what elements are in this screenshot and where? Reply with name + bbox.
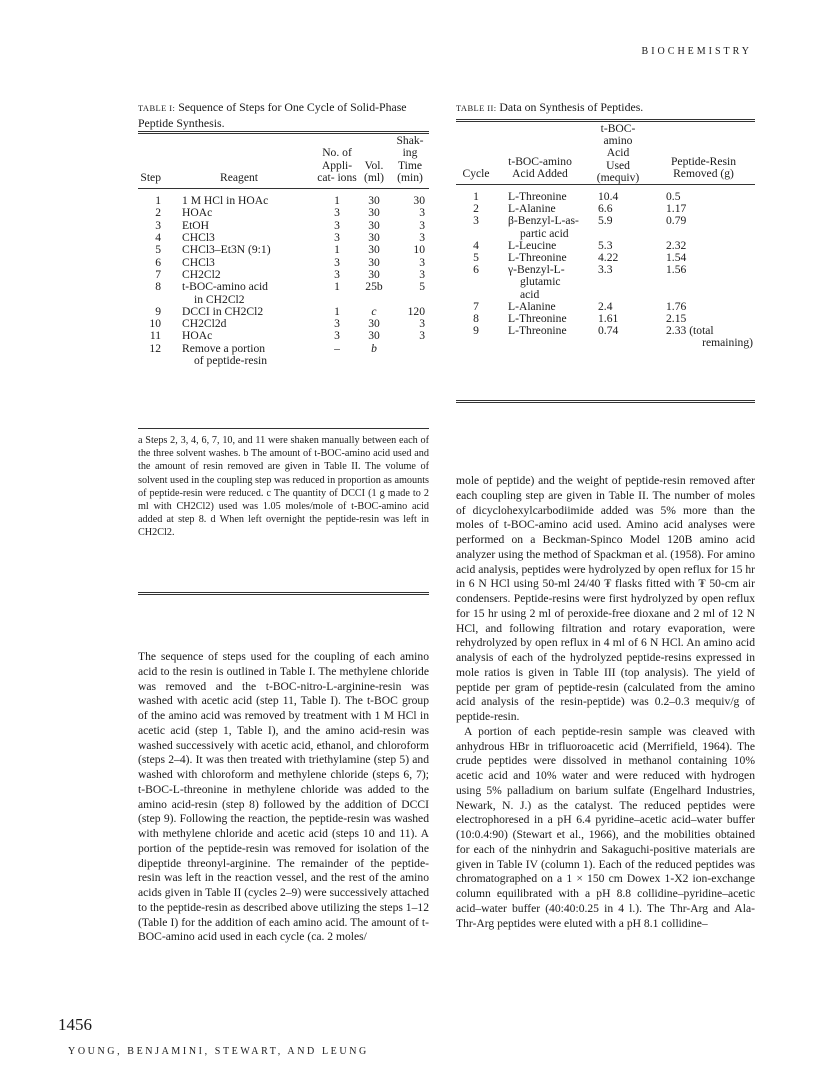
cell-vol: 30 — [368, 329, 380, 343]
amino-acid-line: β-Benzyl-L-as- — [508, 214, 579, 228]
cell-used: 1.61 — [598, 312, 619, 326]
amino-acid-line: acid — [520, 287, 540, 301]
body-left-column — [138, 650, 429, 945]
cell-reagent: HOAc — [182, 329, 213, 343]
cell-vol: 30 — [368, 218, 380, 232]
cell-amino-acid: L-Threonine — [508, 190, 567, 204]
cell-used: 5.3 — [598, 238, 613, 252]
cell-amino-acid: L-Threonine — [508, 251, 567, 265]
table1-caption — [138, 100, 429, 130]
cell-time: 5 — [419, 280, 425, 294]
table1-header-step: Step — [140, 170, 161, 184]
cell-removed: 1.17 — [666, 202, 687, 216]
cell-vol: 25b — [365, 280, 383, 294]
table2-caption — [456, 100, 755, 116]
cell-amino-acid — [496, 215, 584, 239]
cell-step: 10 — [149, 317, 161, 331]
cell-time: 3 — [419, 317, 425, 331]
table2-header-cycle: Cycle — [462, 166, 490, 180]
table2-caption-text: Data on Synthesis of Peptides. — [499, 100, 644, 114]
cell-reagent: CHCl3 — [182, 255, 215, 269]
cell-time: 30 — [413, 194, 425, 208]
table-row — [456, 185, 755, 204]
cell-no: – — [334, 341, 340, 355]
cell-time: 10 — [413, 243, 425, 257]
cell-reagent: CH2Cl2d — [182, 317, 227, 331]
page-number: 1456 — [58, 1015, 92, 1034]
cell-reagent: CHCl3–Et3N (9:1) — [182, 243, 271, 257]
cell-amino-acid: L-Threonine — [508, 312, 567, 326]
table1-top-rule — [138, 131, 429, 134]
cell-no: 3 — [334, 267, 340, 281]
table2 — [456, 123, 755, 350]
body-paragraph: mole of peptide) and the weight of peptide-resin removed after each coupling step are given in Table II. The number of moles of dicyclohexylcarbodiimide added was 5% more than the moles of t-BOC-amino acid used. Amino acid analyses were performed on a Beckman-Spinco Model 120B amino acid analyzer using the method of Spackman et al. (1958). For amino acid analysis, peptides were hydrolyzed by open reflux for 15 hr in 6 N HCl using 50-ml 24/40 ₮ flasks fitted with ₮ 50-cm air condensers. Peptide-resins were first hydrolyzed by open reflux for 15 hr using 2 ml of peroxide-free dioxane and 2 ml of 12 N HCl, and following filtration and rotary evaporation, were rehydrolyzed by open reflux in 4 ml of 6 N HCl. An amino acid analysis of each of the hydrolyzed peptide-resins expressed in mole ratios is given in Table III (top analysis). The yield of peptide per gram of peptide-resin (calculated from the amino acid analysis of the resin-peptide) was 0.2–0.3 mequiv/g of peptide-resin. — [456, 474, 755, 723]
cell-removed: 1.54 — [666, 251, 687, 265]
removed-line: remaining) — [702, 336, 753, 350]
cell-time: 3 — [419, 267, 425, 281]
cell-no: 3 — [334, 218, 340, 232]
body-paragraph: A portion of each peptide-resin sample was cleaved with anhydrous HBr in trifluoroacetic acid (Merrifield, 1964). The crude peptides were dissolved in methanol containing 10% acetic acid and 10% water and were reduced with hydrogen using 5% palladium on barium sulfate (Engelhard Industries, Newark, N. J.) as the catalyst. The reduced peptides were electrophoresed in a pH 6.4 pyridine–acetic acid–water buffer (10:0.4:90) (Stewart et al., 1966), and the mobilities obtained for each of the ninhydrin and Sakaguchi-positive materials are given in Table IV (column 1). Each of the reduced peptides was chromatographed on a 1 × 150 cm Dowex 1-X2 ion-exchange column equilibrated with a pH 8.8 collidine–pyridine–acetic acid–water buffer (40:40:0.25 in 4 l.). The Thr-Arg and Ala-Thr-Arg peptides were eluted with a pH 8.1 collidine– — [456, 724, 755, 930]
cell-vol: c — [371, 304, 377, 318]
cell-cycle: 8 — [473, 312, 479, 326]
cell-removed: 0.5 — [666, 190, 681, 204]
cell-step: 2 — [155, 206, 161, 220]
cell-reagent: 1 M HCl in HOAc — [182, 194, 269, 208]
cell-time: 3 — [419, 218, 425, 232]
table2-header-row — [456, 123, 755, 185]
cell-no: 3 — [334, 255, 340, 269]
cell-used: 4.22 — [598, 251, 619, 265]
cell-vol: 30 — [368, 243, 380, 257]
cell-used: 6.6 — [598, 202, 613, 216]
table1-header-reagent: Reagent — [220, 170, 258, 184]
cell-vol: b — [371, 341, 377, 355]
cell-removed — [652, 325, 755, 349]
cell-cycle: 7 — [473, 299, 479, 313]
cell-step: 7 — [155, 267, 161, 281]
cell-time: 3 — [419, 255, 425, 269]
table-row — [138, 189, 429, 208]
table2-bottom-rule — [456, 400, 755, 403]
cell-step: 5 — [155, 243, 161, 257]
table-row — [138, 343, 429, 368]
amino-acid-line: γ-Benzyl-L- — [508, 263, 565, 277]
cell-time: 3 — [419, 329, 425, 343]
reagent-line: Remove a portion — [182, 341, 266, 355]
cell-cycle: 2 — [473, 202, 479, 216]
table1-header-time: Shak- ing Time (min) — [396, 134, 424, 184]
cell-used: 0.74 — [598, 324, 619, 338]
running-footer-authors: YOUNG, BENJAMINI, STEWART, AND LEUNG — [68, 1046, 369, 1057]
cell-time: 120 — [407, 304, 425, 318]
table-row — [138, 207, 429, 219]
cell-cycle: 4 — [473, 238, 479, 252]
cell-amino-acid — [496, 264, 584, 301]
cell-step: 9 — [155, 304, 161, 318]
cell-reagent: DCCI in CH2Cl2 — [182, 304, 264, 318]
cell-vol: 30 — [368, 267, 380, 281]
cell-vol: 30 — [368, 231, 380, 245]
body-paragraph: The sequence of steps used for the coupling of each amino acid to the resin is outlined in Table I. The methylene chloride was removed and the t-BOC-nitro-L-arginine-resin was washed with acetic acid (step 11, Table I). The t-BOC group of the amino acid was removed by treatment with 1 M HCl in acetic acid (step 1, Table I), and the amino acid-resin was washed successively with acetic acid, ethanol, and chloroform (steps 2–4). It was then treated with triethylamine (step 5) and washed with chloroform and methylene chloride (steps 6, 7); t-BOC-L-threonine in methylene chloride was added to the amino acid-resin (step 8) followed by the addition of DCCI (step 9). Following the reaction, the peptide-resin was washed with methylene chloride and acetic acid (steps 10 and 11). A portion of the peptide-resin was removed for isolation of the dipeptide threonyl-arginine. The remainder of the peptide-resin was left in the reaction vessel, and the rest of the amino acids given in Table II (cycles 2–9) were successively attached to the peptide-resin as described above utilizing the steps 1–12 (Table I) for the addition of each amino acid. The amount of t-BOC-amino acid used in each cycle (ca. 2 moles/ — [138, 650, 429, 944]
table-row — [456, 215, 755, 239]
cell-step: 1 — [155, 194, 161, 208]
cell-removed: 1.76 — [666, 299, 687, 313]
cell-no: 1 — [334, 280, 340, 294]
table-row — [456, 325, 755, 349]
table2-header-amino-acid: t-BOC-amino Acid Added — [508, 154, 572, 180]
cell-no: 1 — [334, 194, 340, 208]
cell-no: 1 — [334, 243, 340, 257]
table1-footnotes: a Steps 2, 3, 4, 6, 7, 10, and 11 were shaken manually between each of the three solvent washes. b The amount of t-BOC-amino acid used and the amount of resin removed are given in Table II. The volume of solvent used in the coupling step was reduced in proportion as amounts of peptide-resin were reduced. c The quantity of DCCI (1 g made to 2 ml with CH2Cl2) used was 1.05 moles/mole of t-BOC-amino acid added at step 8. d When left overnight the peptide-resin was left in CH2Cl2. — [138, 435, 429, 539]
cell-step: 4 — [155, 231, 161, 245]
table1-label: TABLE I: — [138, 103, 176, 113]
table1-header-no-applications: No. of Appli- cat- ions — [317, 146, 357, 184]
cell-time — [391, 343, 429, 368]
cell-vol: 30 — [368, 206, 380, 220]
journal-header: BIOCHEMISTRY — [641, 46, 752, 57]
table1-caption-text: Sequence of Steps for One Cycle of Solid-Phase Peptide Synthesis. — [138, 100, 407, 130]
cell-reagent: CHCl3 — [182, 231, 215, 245]
cell-used: 3.3 — [598, 263, 613, 277]
table1-header-vol: Vol. (ml) — [364, 158, 384, 184]
cell-no: 1 — [334, 304, 340, 318]
table1-footnote-rule — [138, 428, 429, 429]
cell-step: 6 — [155, 255, 161, 269]
cell-reagent — [161, 343, 317, 368]
reagent-line: in CH2Cl2 — [194, 292, 245, 306]
table1 — [138, 135, 429, 367]
table-row — [456, 264, 755, 301]
cell-removed: 2.32 — [666, 238, 687, 252]
table2-label: TABLE II: — [456, 103, 497, 113]
table2-header-used: t-BOC- amino Acid Used (mequiv) — [596, 122, 640, 184]
amino-acid-line: partic acid — [520, 226, 569, 240]
cell-removed: 2.15 — [666, 312, 687, 326]
cell-time: 3 — [419, 231, 425, 245]
cell-cycle: 1 — [473, 190, 479, 204]
cell-no: 3 — [334, 206, 340, 220]
cell-used: 10.4 — [598, 190, 619, 204]
cell-cycle: 3 — [473, 214, 479, 228]
cell-no: 3 — [334, 329, 340, 343]
cell-reagent: HOAc — [182, 206, 213, 220]
cell-used: 2.4 — [598, 299, 613, 313]
table2-header-removed: Peptide-Resin Removed (g) — [670, 154, 737, 180]
body-right-column — [456, 474, 755, 931]
cell-step: 3 — [155, 218, 161, 232]
cell-step: 8 — [155, 280, 161, 294]
cell-vol: 30 — [368, 255, 380, 269]
cell-reagent: EtOH — [182, 218, 210, 232]
cell-reagent — [161, 281, 317, 306]
cell-amino-acid: L-Leucine — [508, 238, 557, 252]
reagent-line: t-BOC-amino acid — [182, 280, 268, 294]
cell-amino-acid: L-Alanine — [508, 202, 556, 216]
cell-reagent: CH2Cl2 — [182, 267, 221, 281]
cell-no: 3 — [334, 231, 340, 245]
cell-no: 3 — [334, 317, 340, 331]
cell-removed: 0.79 — [666, 214, 687, 228]
cell-removed: 1.56 — [666, 263, 687, 277]
cell-cycle: 6 — [473, 263, 479, 277]
removed-line: 2.33 (total — [666, 324, 714, 338]
cell-amino-acid: L-Alanine — [508, 299, 556, 313]
cell-used: 5.9 — [598, 214, 613, 228]
cell-vol: 30 — [368, 194, 380, 208]
cell-time: 3 — [419, 206, 425, 220]
table1-header-row — [138, 135, 429, 189]
table1-bottom-rule — [138, 592, 429, 595]
table-row — [138, 281, 429, 306]
cell-cycle: 5 — [473, 251, 479, 265]
cell-vol: 30 — [368, 317, 380, 331]
cell-step: 11 — [149, 329, 161, 343]
amino-acid-line: glutamic — [520, 275, 561, 289]
cell-step: 12 — [149, 341, 161, 355]
reagent-line: of peptide-resin — [194, 354, 268, 368]
cell-cycle: 9 — [473, 324, 479, 338]
table-row — [138, 244, 429, 256]
cell-amino-acid: L-Threonine — [508, 324, 567, 338]
